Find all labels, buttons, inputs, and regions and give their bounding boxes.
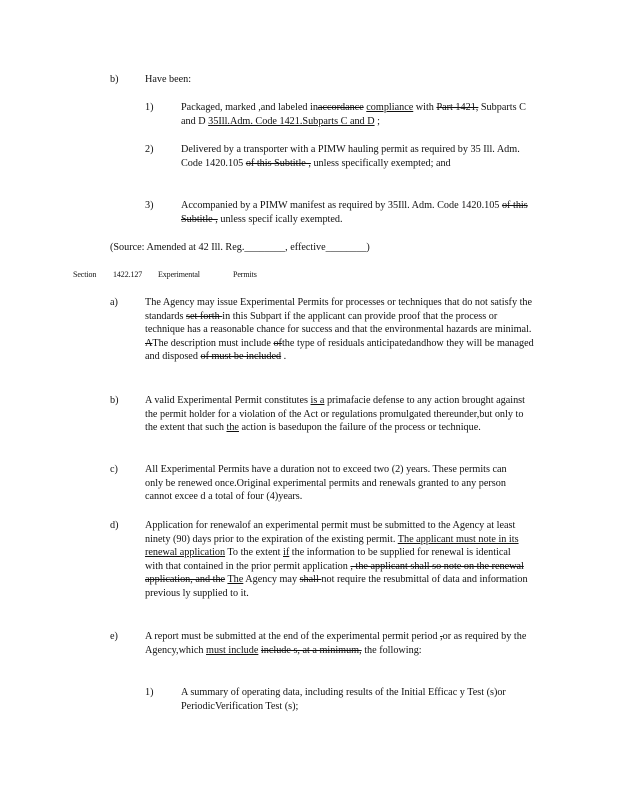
section-number: 1422.127 <box>113 270 143 279</box>
struck-text: of <box>273 337 282 349</box>
struck-text: , <box>440 631 443 642</box>
subitem-2-text: Delivered by a transporter with a PIMW hauling permit as required by 35 Ill. Adm. Code 1420.105 of this Subtitle , unless specifically exempted; and <box>181 144 520 169</box>
inserted-text: is a <box>310 395 325 406</box>
inserted-text: the <box>226 422 239 434</box>
item-label-d: d) <box>110 520 119 531</box>
struck-text: include s, at a minimum, <box>260 644 362 656</box>
struck-text: , the applicant shall so note on the renewal application, and the <box>145 560 524 586</box>
item-c-text: All Experimental Permits have a duration not to exceed two (2) years. These permits can only be renewed once.Original experimental permits and renewals granted to any person cannot excee d a total of four (4)years. <box>145 464 507 503</box>
section-label: Section <box>73 270 97 279</box>
subitem-e1-text: A summary of operating data, including results of the Initial Efficac y Test (s)or PeriodicVerification Test (s); <box>181 687 506 712</box>
section-title: Experimental <box>158 270 200 279</box>
item-label-a: a) <box>110 297 118 308</box>
subitem-label-e1: 1) <box>145 687 154 698</box>
inserted-text: must include <box>206 644 259 656</box>
item-a-text: The Agency may issue Experimental Permits for processes or techniques that do not satisfy the standards set forth in this Subpart if the applicant can provide proof that the process or technique has a reasonable chance for success and that the environmental hazards are minimal. AThe description must include ofthe type of residuals anticipatedandhow they will be managed and disposed of must be included . <box>145 297 534 363</box>
inserted-text: The <box>227 574 244 586</box>
struck-text: of must be included <box>200 351 282 363</box>
inserted-text: compliance <box>366 102 414 113</box>
subitem-label-1: 1) <box>145 102 154 113</box>
struck-text: set forth <box>186 310 223 322</box>
struck-text: shall <box>299 574 322 586</box>
subitem-label-3: 3) <box>145 200 154 211</box>
struck-text: A <box>145 337 153 349</box>
inserted-text: 35Ill.Adm. Code 1421.Subparts C and D <box>208 115 375 127</box>
subitem-label-2: 2) <box>145 144 154 155</box>
inserted-text: The applicant must note in its renewal application <box>145 533 519 559</box>
subitem-3-text: Accompanied by a PIMW manifest as required by 35Ill. Adm. Code 1420.105 of this Subtitle , unless specif ically exempted. <box>181 200 528 225</box>
item-label-c: c) <box>110 464 118 475</box>
section-title-2: Permits <box>233 270 257 279</box>
struck-text: of this Subtitle , <box>181 200 528 225</box>
item-b-intro-text: Have been: <box>145 74 192 85</box>
source-note: (Source: Amended at 42 Ill. Reg.________, effective________) <box>110 242 370 253</box>
item-b-text: A valid Experimental Permit constitutes is a primafacie defense to any action brought against the permit holder for a violation of the Act or regulations promulgated thereunder,but only to the extent that such the action is basedupon the failure of the process or technique. <box>145 395 525 434</box>
struck-text: accordance <box>317 102 364 113</box>
item-d-text: Application for renewalof an experimental permit must be submitted to the Agency at least ninety (90) days prior to the expiration of the existing permit. The applicant must note in its renewal application To the extent if the information to be supplied for renewal is identical with that contained in the prior permit application , the applicant shall so note on the renewal application, and the The Agency may shall not require the resubmittal of data and information previous ly supplied to it. <box>145 520 528 599</box>
subitem-1-text: Packaged, marked ,and labeled inaccordance compliance with Part 1421, Subparts C and D 35Ill.Adm. Code 1421.Subparts C and D ; <box>181 102 526 127</box>
item-label-b2: b) <box>110 395 119 406</box>
item-label-b: b) <box>110 74 119 85</box>
struck-text: Part 1421, <box>436 102 479 113</box>
item-label-e: e) <box>110 631 118 642</box>
inserted-text: if <box>283 547 290 559</box>
struck-text: of this Subtitle , <box>245 157 311 169</box>
item-e-text: A report must be submitted at the end of the experimental permit period ,or as required by the Agency,which must include include s, at a minimum, the following: <box>145 631 527 656</box>
